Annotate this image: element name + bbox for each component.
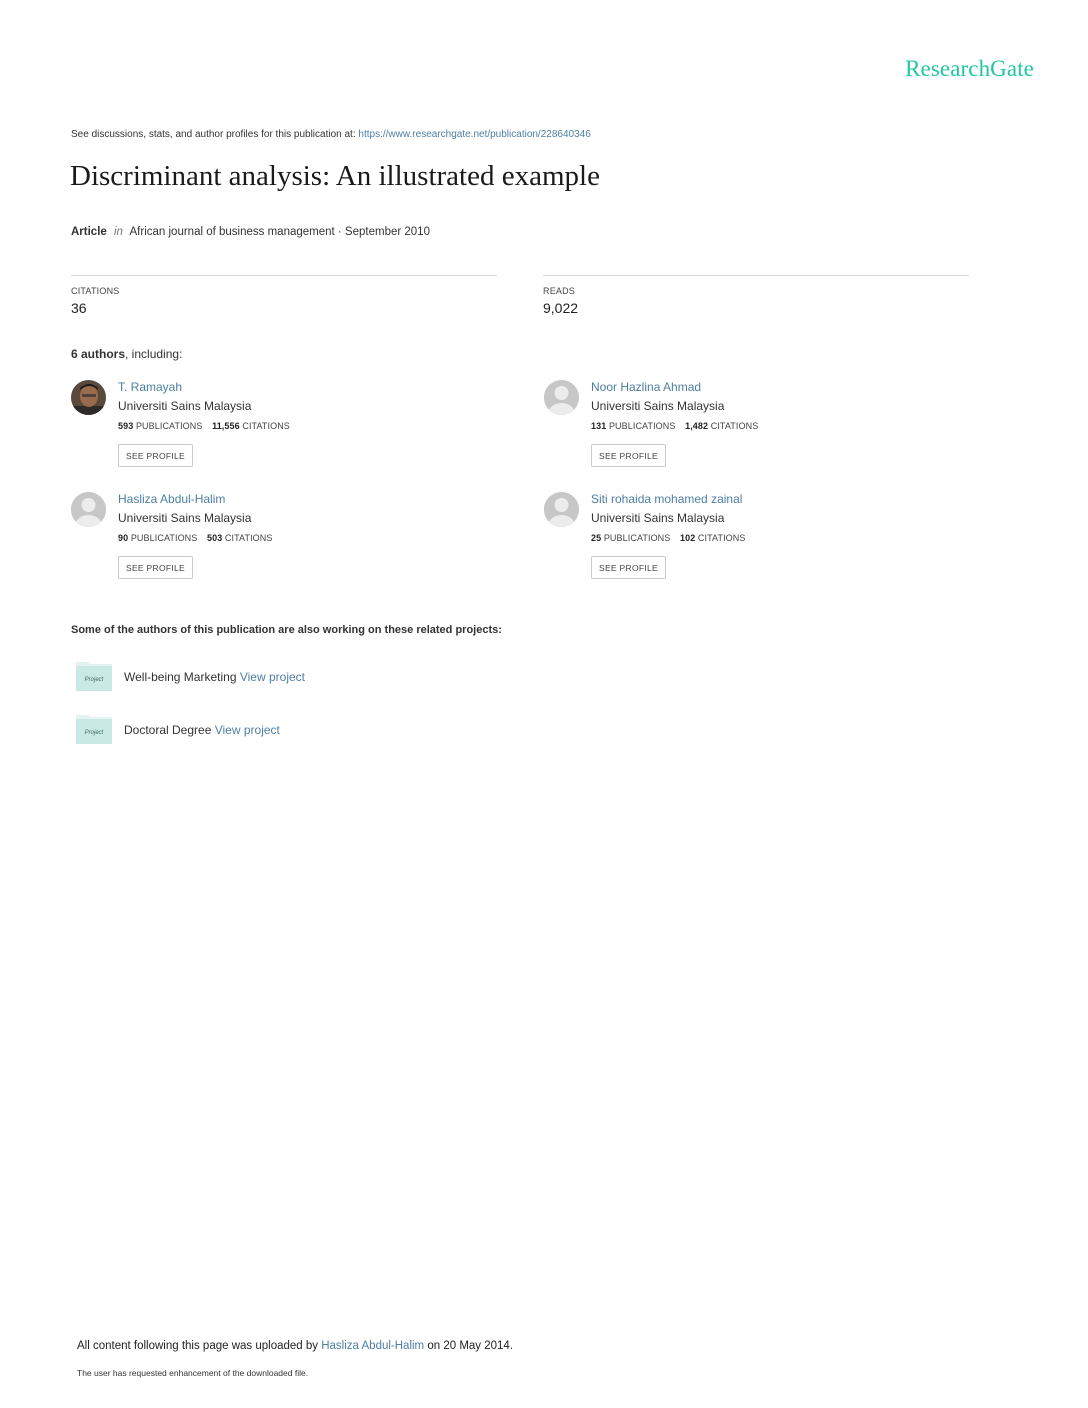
project-item [75, 660, 575, 692]
citations-count: 11,556 [212, 421, 240, 431]
project-folder-icon [75, 660, 113, 692]
project-folder-icon [75, 713, 113, 745]
author-name[interactable]: Siti rohaida mohamed zainal [591, 492, 743, 506]
reads-label: READS [543, 286, 576, 296]
author-stats [591, 533, 746, 543]
publications-count: 25 [591, 533, 602, 543]
author-institution: Universiti Sains Malaysia [118, 511, 252, 525]
project-item [75, 713, 575, 745]
avatar-placeholder-icon[interactable] [71, 492, 106, 527]
see-profile-button[interactable]: SEE PROFILE [591, 444, 666, 467]
author-stats [118, 421, 290, 431]
reads-divider [543, 275, 969, 276]
citations-label: CITATIONS [71, 286, 120, 296]
view-project-link[interactable]: View project [239, 670, 305, 684]
uploader-link[interactable]: Hasliza Abdul-Halim [321, 1340, 425, 1352]
publications-label: PUBLICATIONS [608, 421, 676, 431]
researchgate-logo[interactable]: ResearchGate [905, 56, 1034, 81]
author-card [544, 492, 964, 592]
author-institution: Universiti Sains Malaysia [591, 511, 725, 525]
authors-heading [71, 347, 182, 361]
author-card [71, 492, 491, 592]
see-profile-button[interactable]: SEE PROFILE [591, 556, 666, 579]
journal-and-date: African journal of business management · September 2010 [129, 226, 430, 238]
author-card [71, 380, 491, 480]
upload-notice [77, 1340, 513, 1352]
citations-label: CITATIONS [242, 421, 290, 431]
publication-title: Discriminant analysis: An illustrated example [70, 160, 600, 192]
see-profile-button[interactable]: SEE PROFILE [118, 556, 193, 579]
project-text [124, 670, 305, 684]
see-profile-button[interactable]: SEE PROFILE [118, 444, 193, 467]
citations-divider [71, 275, 497, 276]
citations-count: 1,482 [685, 421, 709, 431]
project-text [124, 723, 280, 737]
avatar-placeholder-icon[interactable] [544, 492, 579, 527]
author-name[interactable]: Noor Hazlina Ahmad [591, 380, 702, 394]
publication-type: Article [71, 226, 107, 238]
related-projects-heading: Some of the authors of this publication are also working on these related projects: [71, 624, 502, 636]
reads-value: 9,022 [543, 300, 579, 316]
project-icon-label: Project [84, 677, 104, 683]
publications-label: PUBLICATIONS [603, 533, 671, 543]
publications-label: PUBLICATIONS [135, 421, 203, 431]
publications-count: 593 [118, 421, 134, 431]
author-stats [118, 533, 273, 543]
publications-count: 90 [118, 533, 129, 543]
project-icon-label: Project [84, 730, 104, 736]
author-institution: Universiti Sains Malaysia [591, 399, 725, 413]
author-name[interactable]: Hasliza Abdul-Halim [118, 492, 226, 506]
citations-label: CITATIONS [224, 533, 273, 543]
upload-suffix: on 20 May 2014. [427, 1340, 514, 1352]
view-project-link[interactable]: View project [214, 723, 280, 737]
citations-value: 36 [71, 300, 87, 316]
see-discussions-text: See discussions, stats, and author profiles for this publication at: [71, 129, 356, 140]
publication-url-link[interactable]: https://www.researchgate.net/publication/228640346 [358, 129, 591, 140]
publications-count: 131 [591, 421, 607, 431]
upload-prefix: All content following this page was uploaded by [77, 1340, 319, 1352]
citations-count: 503 [206, 533, 223, 543]
author-photo[interactable] [71, 380, 106, 415]
project-name: Doctoral Degree [124, 723, 212, 737]
publications-label: PUBLICATIONS [130, 533, 198, 543]
publication-meta [71, 226, 430, 238]
in-word: in [114, 226, 123, 238]
author-name[interactable]: T. Ramayah [118, 380, 183, 394]
enhancement-note: The user has requested enhancement of the downloaded file. [77, 1368, 309, 1378]
authors-suffix: , including: [125, 347, 183, 361]
see-discussions-line [71, 129, 591, 140]
author-institution: Universiti Sains Malaysia [118, 399, 252, 413]
authors-count: 6 authors [71, 347, 126, 361]
citations-label: CITATIONS [710, 421, 759, 431]
avatar-placeholder-icon[interactable] [544, 380, 579, 415]
citations-label: CITATIONS [697, 533, 746, 543]
author-card [544, 380, 964, 480]
project-name: Well-being Marketing [124, 670, 237, 684]
citations-count: 102 [679, 533, 696, 543]
author-stats [591, 421, 758, 431]
